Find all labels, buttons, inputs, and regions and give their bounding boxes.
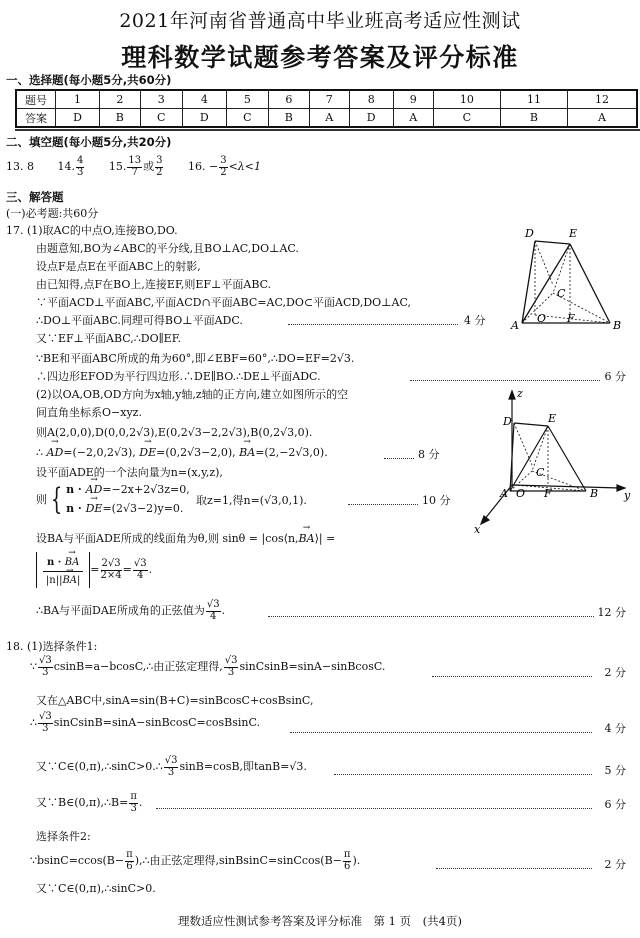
- q17-line: 由已知得,点F在BO上,连接EF,则EF⊥平面ABC.: [36, 278, 272, 291]
- q17-line: 则A(2,0,0),D(0,0,2√3),E(0,2√3−2,2√3),B(0,2√3,0).: [36, 426, 313, 439]
- sine-computation: $\frac{n \cdot \to BA}{|n||\to BA|}$ = $\frac{2√3}{2\times 4}$ = $\frac{√3}{4}$ .: [36, 552, 152, 588]
- q18-line: ∴ $\frac{√3}{3}$ sinCsinB=sinA−sinBcosC=cosBsinC.: [30, 711, 261, 734]
- q17-line: ∴四边形EFOD为平行四边形.∴DE∥BO.∴DE⊥平面ADC.: [36, 370, 321, 383]
- section3-subheading: (一)必考题:共60分: [6, 207, 99, 220]
- q17-line: 又∵EF⊥平面ABC,∴DO∥EF.: [36, 332, 182, 345]
- dot-leader: [432, 676, 592, 677]
- dot-leader: [290, 732, 592, 733]
- q17-line: 17. (1)取AC的中点O,连接BO,DO.: [6, 224, 178, 237]
- svg-text:z: z: [517, 387, 523, 400]
- row-label: 题号: [16, 90, 56, 109]
- equation-system: 则 { n · → AD=−2x+2√3z=0, n · → DE=(2√3−2)y=0.: [36, 480, 190, 518]
- svg-text:E: E: [569, 227, 578, 240]
- q17-line: (2)以OA,OB,OD方向为x轴,y轴,z轴的正方向,建立如图所示的空: [36, 388, 349, 401]
- score: 10 分: [422, 494, 451, 507]
- q18-heading: 18. (1)选择条件1:: [6, 640, 98, 653]
- section1-heading: 一、选择题(每小题5分,共60分): [6, 73, 172, 87]
- score: 5 分: [604, 764, 626, 777]
- svg-text:O: O: [516, 487, 526, 500]
- dot-leader: [288, 324, 458, 325]
- normal-vector-result: 取z=1,得n=(√3,0,1).: [196, 494, 307, 507]
- q17-conclusion: ∴BA与平面DAE所成角的正弦值为 $\frac{√3}{4}$ .: [36, 599, 226, 622]
- answer-table: [15, 89, 638, 128]
- score: 6 分: [604, 798, 626, 811]
- page-footer: 理数适应性测试参考答案及评分标准 第 1 页 (共4页): [178, 914, 462, 928]
- coordinate-figure: [470, 385, 635, 535]
- q18-line: 选择条件2:: [36, 830, 91, 843]
- cell: A: [393, 109, 433, 128]
- q18-line: ∵ $\frac{√3}{3}$ csinB=a−bcosC,∴由正弦定理得, $\frac{√3}{3}$ sinCsinB=sinA−sinBcosC.: [30, 655, 386, 678]
- pyramid-figure: [505, 225, 630, 330]
- document-title: 2021年河南省普通高中毕业班高考适应性测试: [119, 10, 521, 32]
- cell: 10: [433, 90, 500, 109]
- q18-line: 又在△ABC中,sinA=sin(B+C)=sinBcosC+cosBsinC,: [36, 694, 314, 707]
- dot-leader: [436, 868, 592, 869]
- cell: 4: [182, 90, 226, 109]
- svg-text:x: x: [474, 523, 481, 535]
- answer-14-label: 14.: [57, 160, 75, 173]
- cell: 7: [309, 90, 349, 109]
- section3-heading: 三、解答题: [6, 190, 64, 204]
- q18-line: 又∵C∈(0,π),∴sinC>0.∴ $\frac{√3}{3}$ sinB=cosB,即tanB=√3.: [36, 755, 307, 778]
- brace: {: [50, 481, 63, 517]
- fill-in-answers: 13. 8 14. $\frac{4}{3}$ 15. $\frac{13}{7}$ 或 $\frac{3}{2}$ 16. − $\frac{3}{2}$ <λ<1: [6, 155, 261, 178]
- cell: 3: [140, 90, 182, 109]
- dot-leader: [334, 774, 592, 775]
- svg-text:y: y: [624, 489, 631, 502]
- answer-15-fraction-b: $\frac{3}{2}$: [156, 155, 163, 178]
- q17-line: ∴DO⊥平面ABC.同理可得BO⊥平面ADC.: [36, 314, 243, 327]
- question-number-row: [16, 90, 637, 109]
- svg-text:B: B: [590, 487, 599, 500]
- svg-text:B: B: [613, 319, 622, 330]
- dot-leader: [156, 808, 592, 809]
- dot-leader: [384, 458, 414, 459]
- cell: D: [182, 109, 226, 128]
- cell: C: [226, 109, 268, 128]
- answer-14-fraction: $\frac{4}{3}$: [77, 155, 84, 178]
- cell: 6: [268, 90, 309, 109]
- answer-row: [16, 109, 637, 128]
- row-label: 答案: [16, 109, 56, 128]
- sine-line: 设BA与平面ADE所成的线面角为θ,则 sinθ = |cos⟨n,→ BA⟩| =: [36, 530, 335, 546]
- svg-text:F: F: [544, 487, 552, 500]
- document-subtitle: 理科数学试题参考答案及评分标准: [121, 43, 519, 72]
- score: 2 分: [604, 666, 626, 679]
- cell: 5: [226, 90, 268, 109]
- cell: D: [349, 109, 393, 128]
- cell: C: [433, 109, 500, 128]
- vector-line: ∴ → AD=(−2,0,2√3), → DE=(0,2√3−2,0), → BA=(2,−2√3,0).: [36, 446, 328, 459]
- svg-text:D: D: [503, 415, 512, 428]
- q18-line: 又∵B∈(0,π),∴B= $\frac{\pi}{3}$ .: [36, 791, 143, 814]
- score: 6 分: [604, 370, 626, 383]
- q17-line: 设点F是点E在平面ABC上的射影,: [36, 260, 201, 273]
- section2-heading: 二、填空题(每小题5分,共20分): [6, 135, 172, 149]
- cell: D: [56, 109, 100, 128]
- answer-13: 13. 8: [6, 160, 34, 173]
- q17-line: ∵BE和平面ABC所成的角为60°,即∠EBF=60°,∴DO=EF=2√3.: [36, 352, 355, 365]
- cell: 9: [393, 90, 433, 109]
- svg-text:C: C: [557, 287, 566, 300]
- svg-text:D: D: [525, 227, 534, 240]
- score: 12 分: [597, 606, 626, 619]
- dot-leader: [268, 616, 594, 617]
- answer-15-fraction-a: $\frac{13}{7}$: [128, 155, 142, 178]
- svg-text:C: C: [536, 466, 545, 479]
- divider: [15, 129, 640, 131]
- cell: A: [568, 109, 637, 128]
- q18-line: 又∵C∈(0,π),∴sinC>0.: [36, 882, 156, 895]
- cell: 1: [56, 90, 100, 109]
- q17-line: 设平面ADE的一个法向量为n=(x,y,z),: [36, 466, 223, 479]
- q17-line: ∵平面ACD⊥平面ABC,平面ACD∩平面ABC=AC,DO⊂平面ACD,DO⊥AC,: [36, 296, 411, 309]
- cell: 11: [500, 90, 567, 109]
- score: 8 分: [418, 448, 440, 461]
- answer-16-fraction: $\frac{3}{2}$: [220, 155, 227, 178]
- cell: C: [140, 109, 182, 128]
- cell: B: [268, 109, 309, 128]
- svg-text:E: E: [548, 412, 557, 425]
- cell: 2: [99, 90, 140, 109]
- svg-text:A: A: [511, 319, 519, 330]
- score: 4 分: [464, 314, 486, 327]
- svg-text:F: F: [567, 312, 575, 325]
- dot-leader: [410, 380, 600, 381]
- svg-text:A: A: [500, 487, 508, 500]
- score: 2 分: [604, 858, 626, 871]
- score: 4 分: [604, 722, 626, 735]
- svg-text:O: O: [537, 312, 547, 325]
- answer-16-label: 16. −: [187, 160, 219, 173]
- q18-line: ∵bsinC=ccos(B− $\frac{\pi}{6}$ ),∴由正弦定理得,sinBsinC=sinCcos(B− $\frac{\pi}{6}$ ).: [30, 849, 361, 872]
- dot-leader: [348, 504, 418, 505]
- cell: 12: [568, 90, 637, 109]
- cell: A: [309, 109, 349, 128]
- cell: B: [99, 109, 140, 128]
- answer-15-label: 15.: [108, 160, 127, 173]
- cell: B: [500, 109, 567, 128]
- q17-line: 间直角坐标系O−xyz.: [36, 406, 142, 419]
- cell: 8: [349, 90, 393, 109]
- q17-line: 由题意知,BO为∠ABC的平分线,且BO⊥AC,DO⊥AC.: [36, 242, 299, 255]
